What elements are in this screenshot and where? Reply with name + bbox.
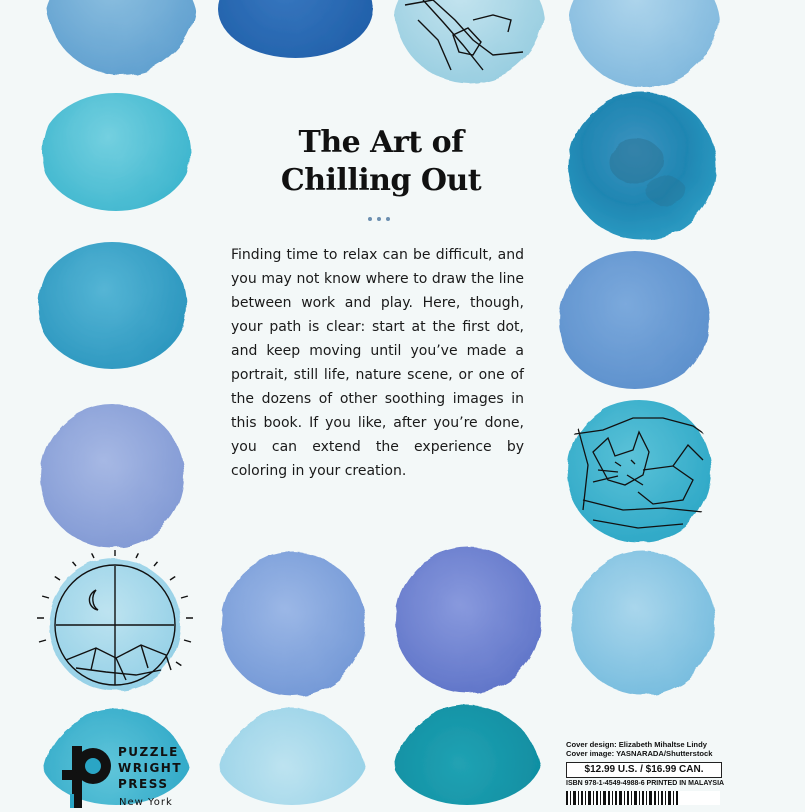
- watercolor-dot: [216, 706, 368, 805]
- watercolor-dot: [36, 242, 188, 369]
- barcode: [566, 791, 720, 805]
- title-line-1: The Art of: [298, 125, 464, 160]
- watercolor-dot: [390, 546, 546, 696]
- watercolor-dot: [40, 93, 192, 211]
- book-title: [236, 124, 526, 200]
- publisher-name: [118, 744, 182, 792]
- cover-credits: [566, 740, 712, 758]
- publisher-line-3: PRESS: [118, 777, 169, 791]
- cover-design-credit: Cover design: Elizabeth Mihaltse Lindy: [566, 740, 707, 749]
- publisher-logo: [62, 742, 182, 812]
- title-separator: [364, 214, 394, 224]
- publisher-line-1: PUZZLE: [118, 745, 179, 759]
- book-description: Finding time to relax can be difficult, and you may not know where to draw the line between work and play. Here, though, your path is clear: start at the first dot, and keep moving until you’ve made a portrait, still life, nature scene, or one of the dozens of other soothing images in this book. If you like, after you’re done, you can extend the experience by coloring in your creation.: [231, 247, 524, 479]
- moon-window-icon: [36, 550, 194, 700]
- watercolor-dot: [391, 703, 543, 805]
- watercolor-dot: [45, 0, 197, 80]
- publisher-p-logo-icon: [62, 742, 114, 812]
- watercolor-dot: [567, 550, 719, 697]
- bird-drawing-icon: [393, 0, 545, 87]
- cat-drawing-icon: [563, 400, 715, 543]
- watercolor-dot: [557, 251, 712, 389]
- watercolor-dot: [566, 91, 718, 241]
- watercolor-dot: [218, 0, 373, 58]
- isbn-line: ISBN 978-1-4549-4988-6 PRINTED IN MALAYSIA: [566, 780, 725, 787]
- title-line-2: Chilling Out: [280, 163, 482, 198]
- price-box: $12.99 U.S. / $16.99 CAN.: [566, 762, 722, 778]
- watercolor-dot: [216, 550, 370, 700]
- watercolor-dot: [568, 0, 720, 88]
- publisher-line-2: WRIGHT: [118, 761, 183, 775]
- watercolor-dot: [36, 404, 188, 549]
- cover-image-credit: Cover image: YASNARADA/Shutterstock: [566, 749, 713, 758]
- publisher-city: New York: [119, 797, 173, 808]
